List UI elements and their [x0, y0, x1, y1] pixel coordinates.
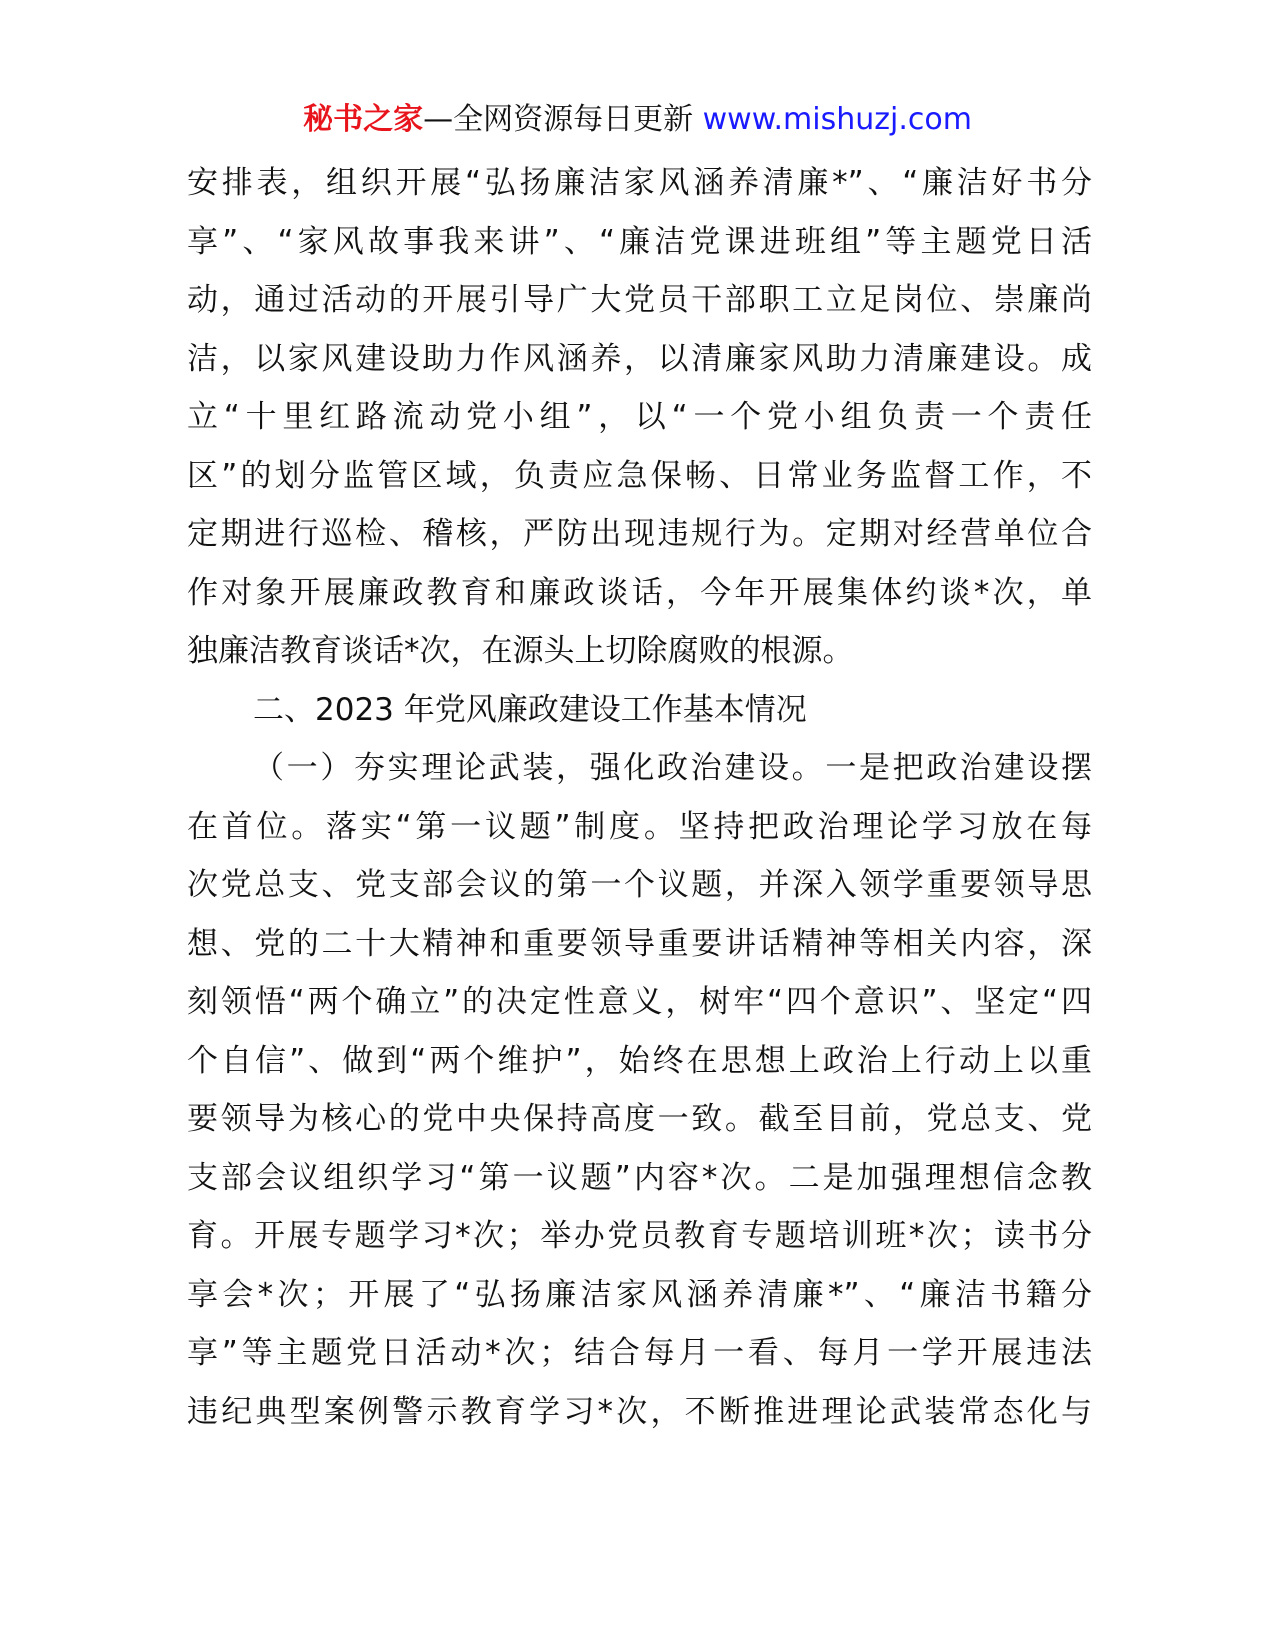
- paragraph-line: 次党总支、党支部会议的第一个议题，并深入领学重要领导思: [187, 867, 1092, 903]
- paragraph-line: 定期进行巡检、稽核，严防出现违规行为。定期对经营单位合: [187, 516, 1092, 552]
- paragraph-line: 想、党的二十大精神和重要领导重要讲话精神等相关内容，深: [187, 925, 1092, 962]
- paragraph-line: 享会*次；开展了“弘扬廉洁家风涵养清廉*”、“廉洁书籍分: [187, 1276, 1092, 1313]
- paragraph-line: 独廉洁教育谈话*次，在源头上切除腐败的根源。: [187, 633, 854, 669]
- paragraph-line: 刻领悟“两个确立”的决定性意义，树牢“四个意识”、坚定“四: [187, 984, 1092, 1020]
- paragraph-line: 作对象开展廉政教育和廉政谈话，今年开展集体约谈*次，单: [187, 574, 1092, 611]
- paragraph-line: 立“十里红路流动党小组”，以“一个党小组负责一个责任: [187, 399, 1092, 435]
- section-heading: 二、2023 年党风廉政建设工作基本情况: [253, 691, 807, 728]
- paragraph-line: 支部会议组织学习“第一议题”内容*次。二是加强理想信念教: [187, 1159, 1092, 1196]
- paragraph-line: 享”、“家风故事我来讲”、“廉洁党课进班组”等主题党日活: [187, 223, 1092, 260]
- paragraph-line: 区”的划分监管区域，负责应急保畅、日常业务监督工作，不: [187, 457, 1092, 494]
- brand-name: 秘书之家: [303, 102, 424, 137]
- header-tagline: —全网资源每日更新: [423, 102, 703, 137]
- paragraph-line: 洁，以家风建设助力作风涵养，以清廉家风助力清廉建设。成: [187, 340, 1092, 377]
- paragraph-line: 享”等主题党日活动*次；结合每月一看、每月一学开展违法: [187, 1335, 1092, 1371]
- site-link[interactable]: www.mishuzj.com: [702, 102, 972, 137]
- paragraph-line: 安排表，组织开展“弘扬廉洁家风涵养清廉*”、“廉洁好书分: [187, 165, 1092, 201]
- document-body: [187, 154, 1092, 1441]
- paragraph-line: （一）夯实理论武装，强化政治建设。一是把政治建设摆: [253, 750, 1092, 786]
- paragraph-line: 动，通过活动的开展引导广大党员干部职工立足岗位、崇廉尚: [187, 282, 1092, 318]
- paragraph-line: 育。开展专题学习*次；举办党员教育专题培训班*次；读书分: [187, 1218, 1092, 1254]
- paragraph-line: 违纪典型案例警示教育学习*次，不断推进理论武装常态化与: [187, 1393, 1092, 1430]
- paragraph-line: 要领导为核心的党中央保持高度一致。截至目前，党总支、党: [187, 1101, 1092, 1137]
- paragraph-line: 个自信”、做到“两个维护”，始终在思想上政治上行动上以重: [187, 1042, 1092, 1079]
- paragraph-line: 在首位。落实“第一议题”制度。坚持把政治理论学习放在每: [187, 808, 1092, 845]
- page-header: [0, 96, 1275, 144]
